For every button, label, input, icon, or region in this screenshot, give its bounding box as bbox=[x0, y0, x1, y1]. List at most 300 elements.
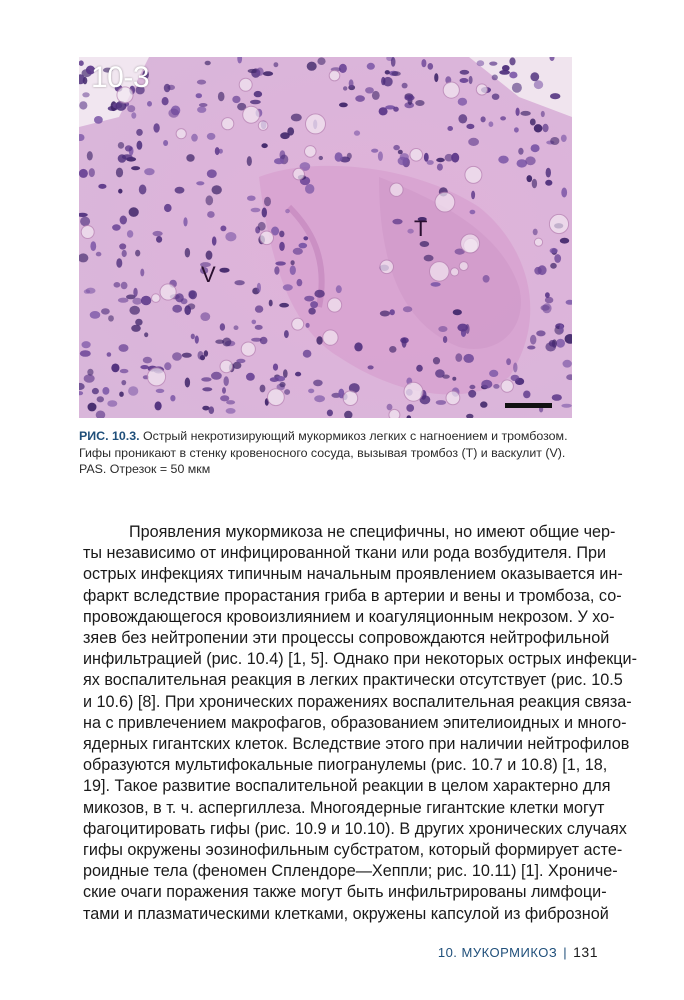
text-line: провождающегося кровоизлиянием и коагуляционным некрозом. У хо- bbox=[83, 607, 615, 626]
cell-nucleus bbox=[118, 142, 124, 149]
cell-nucleus bbox=[87, 369, 93, 376]
cell-nucleus bbox=[343, 86, 347, 90]
vacuole bbox=[293, 168, 305, 180]
vacuole bbox=[435, 192, 455, 212]
cell-nucleus bbox=[129, 306, 140, 315]
cell-nucleus bbox=[207, 133, 216, 140]
cell-nucleus bbox=[308, 308, 315, 315]
cell-nucleus bbox=[119, 344, 129, 352]
cell-nucleus bbox=[458, 114, 467, 123]
vasculitis-marker: V bbox=[201, 262, 216, 287]
cell-nucleus bbox=[379, 107, 388, 115]
cell-nucleus bbox=[82, 92, 89, 97]
cell-nucleus bbox=[512, 83, 522, 93]
cell-nucleus bbox=[114, 282, 121, 288]
cell-nucleus bbox=[172, 305, 182, 313]
cell-nucleus bbox=[393, 145, 400, 150]
vacuole bbox=[501, 380, 513, 392]
chapter-title: 10. МУКОРМИКОЗ bbox=[437, 945, 558, 960]
cell-nucleus bbox=[162, 97, 169, 105]
cell-nucleus bbox=[116, 258, 122, 268]
cell-nucleus bbox=[112, 224, 121, 230]
cell-nucleus bbox=[206, 251, 213, 260]
cell-nucleus bbox=[185, 378, 190, 388]
cell-nucleus bbox=[387, 404, 393, 411]
cell-nucleus bbox=[561, 404, 571, 408]
cell-nucleus bbox=[516, 108, 520, 116]
cell-nucleus bbox=[94, 116, 103, 124]
cell-nucleus bbox=[98, 184, 106, 189]
cell-nucleus bbox=[518, 148, 523, 155]
cell-nucleus bbox=[457, 324, 468, 332]
cell-nucleus bbox=[431, 282, 441, 287]
cell-nucleus bbox=[264, 197, 271, 207]
cell-nucleus bbox=[197, 107, 206, 113]
cell-nucleus bbox=[140, 269, 144, 277]
cell-nucleus bbox=[256, 68, 263, 76]
vacuole bbox=[389, 409, 400, 418]
cell-nucleus bbox=[212, 185, 222, 194]
cell-nucleus bbox=[222, 338, 231, 347]
cell-nucleus bbox=[561, 188, 567, 198]
cell-nucleus bbox=[80, 217, 90, 227]
cell-nucleus bbox=[447, 126, 453, 131]
cell-nucleus bbox=[135, 250, 140, 257]
cell-nucleus bbox=[550, 263, 557, 269]
cell-nucleus bbox=[463, 354, 474, 363]
cell-nucleus bbox=[189, 290, 197, 299]
page-footer bbox=[0, 944, 598, 960]
cell-nucleus bbox=[514, 127, 519, 132]
cell-nucleus bbox=[172, 352, 182, 361]
cell-nucleus bbox=[367, 63, 375, 70]
scale-bar bbox=[505, 403, 552, 408]
cell-nucleus bbox=[196, 181, 204, 185]
cell-nucleus bbox=[402, 83, 408, 89]
cell-nucleus bbox=[107, 400, 117, 407]
cell-nucleus bbox=[365, 87, 374, 93]
cell-nucleus bbox=[220, 226, 226, 232]
cell-nucleus bbox=[131, 112, 136, 118]
vacuole bbox=[292, 318, 304, 330]
cell-nucleus bbox=[116, 168, 123, 178]
cell-nucleus bbox=[201, 377, 211, 381]
cell-nucleus bbox=[255, 305, 263, 312]
cell-nucleus bbox=[415, 100, 424, 106]
vacuole bbox=[147, 368, 165, 386]
histology-image bbox=[79, 57, 572, 418]
cell-nucleus bbox=[451, 153, 459, 163]
cell-nucleus bbox=[305, 184, 314, 194]
cell-nucleus bbox=[314, 290, 324, 298]
cell-nucleus bbox=[207, 211, 215, 218]
text-line: инфильтрацией (рис. 10.4) [1, 5]. Однако при некоторых острых инфекци- bbox=[83, 650, 637, 669]
cell-nucleus bbox=[191, 134, 198, 142]
cell-nucleus bbox=[492, 94, 500, 100]
cell-nucleus bbox=[202, 406, 209, 411]
vacuole bbox=[549, 214, 568, 233]
cell-nucleus bbox=[354, 342, 362, 351]
cell-nucleus bbox=[186, 154, 194, 162]
vacuole bbox=[451, 268, 459, 276]
vacuole bbox=[461, 234, 480, 253]
cell-nucleus bbox=[434, 73, 438, 82]
cell-nucleus bbox=[196, 93, 202, 98]
cell-nucleus bbox=[368, 365, 374, 369]
cell-nucleus bbox=[191, 334, 195, 340]
cell-nucleus bbox=[118, 298, 129, 303]
cell-nucleus bbox=[291, 114, 302, 122]
cell-nucleus bbox=[246, 373, 255, 381]
text-line: ях воспалительная реакция в легких практически отсутствует (рис. 10.5 bbox=[83, 671, 623, 690]
cell-nucleus bbox=[545, 297, 553, 304]
cell-nucleus bbox=[250, 100, 261, 105]
cell-nucleus bbox=[480, 401, 487, 407]
cell-nucleus bbox=[204, 350, 208, 356]
cell-nucleus bbox=[119, 243, 126, 249]
cell-nucleus bbox=[197, 80, 206, 85]
cell-nucleus bbox=[119, 392, 124, 397]
cell-nucleus bbox=[153, 123, 159, 132]
cell-nucleus bbox=[274, 62, 279, 67]
vacuole bbox=[160, 284, 176, 300]
cell-nucleus bbox=[523, 391, 530, 399]
cell-nucleus bbox=[198, 351, 204, 360]
cell-nucleus bbox=[144, 168, 154, 175]
cell-nucleus bbox=[545, 342, 556, 351]
cell-nucleus bbox=[303, 350, 312, 358]
cell-nucleus bbox=[164, 362, 171, 370]
cell-nucleus bbox=[207, 169, 217, 178]
cell-nucleus bbox=[218, 92, 225, 101]
cell-nucleus bbox=[170, 395, 175, 401]
text-line: роидные тела (феномен Сплендоре—Хеппли; рис. 10.11) [1]. Хрониче- bbox=[83, 862, 618, 881]
cell-nucleus bbox=[372, 91, 380, 100]
cell-nucleus bbox=[550, 93, 560, 99]
cell-nucleus bbox=[400, 153, 409, 161]
cell-nucleus bbox=[283, 369, 288, 378]
caption-text: Острый некротизирующий мукормикоз легких с нагноением и тромбозом. Гифы проникают в стенку кровеносного сосуда, вызывая тромбоз (Т) и васкулит (V). PAS. Отрезок = 50 мкм bbox=[79, 429, 568, 476]
cell-nucleus bbox=[542, 124, 548, 132]
cell-nucleus bbox=[202, 387, 212, 391]
cell-nucleus bbox=[536, 330, 545, 336]
cell-nucleus bbox=[168, 109, 179, 118]
cell-nucleus bbox=[371, 149, 378, 153]
cell-nucleus bbox=[262, 208, 267, 218]
cell-nucleus bbox=[274, 266, 279, 275]
cell-nucleus bbox=[314, 395, 325, 402]
cell-nucleus bbox=[525, 156, 535, 165]
cell-nucleus bbox=[307, 62, 317, 71]
cell-nucleus bbox=[552, 394, 562, 401]
cell-nucleus bbox=[206, 195, 214, 205]
vacuole bbox=[343, 391, 358, 406]
cell-nucleus bbox=[108, 315, 114, 321]
cell-nucleus bbox=[402, 338, 407, 348]
cell-nucleus bbox=[226, 408, 236, 414]
cell-nucleus bbox=[163, 140, 168, 146]
cell-nucleus bbox=[131, 166, 140, 170]
cell-nucleus bbox=[349, 79, 354, 87]
vacuole bbox=[239, 78, 252, 91]
cell-nucleus bbox=[489, 121, 494, 127]
vacuole bbox=[476, 84, 487, 95]
cell-nucleus bbox=[520, 111, 530, 116]
text-line: гифы окружены эозинофильным субстратом, который формирует асте- bbox=[83, 841, 623, 860]
cell-nucleus bbox=[224, 376, 229, 386]
cell-nucleus bbox=[279, 303, 289, 308]
cell-nucleus bbox=[469, 76, 473, 84]
cell-nucleus bbox=[308, 389, 314, 394]
cell-nucleus bbox=[546, 168, 551, 178]
text-line: и 10.6) [8]. При хронических поражениях воспалительная реакция связа- bbox=[83, 692, 632, 711]
cell-nucleus bbox=[135, 319, 142, 326]
cell-nucleus bbox=[121, 282, 128, 289]
cell-nucleus bbox=[453, 309, 462, 315]
cell-nucleus bbox=[273, 364, 278, 371]
cell-nucleus bbox=[468, 138, 479, 146]
cell-nucleus bbox=[175, 187, 185, 194]
vacuole bbox=[176, 129, 186, 139]
cell-nucleus bbox=[390, 309, 395, 315]
cell-nucleus bbox=[500, 116, 506, 120]
cell-nucleus bbox=[389, 346, 396, 353]
cell-nucleus bbox=[87, 151, 93, 160]
vacuole bbox=[241, 342, 255, 356]
cell-nucleus bbox=[107, 352, 112, 357]
cell-nucleus bbox=[199, 103, 208, 107]
vacuole bbox=[220, 360, 233, 373]
cell-nucleus bbox=[279, 242, 285, 251]
cell-nucleus bbox=[86, 288, 96, 294]
cell-nucleus bbox=[200, 312, 210, 321]
cell-nucleus bbox=[80, 350, 91, 357]
cell-nucleus bbox=[477, 60, 485, 66]
cell-nucleus bbox=[291, 260, 295, 265]
cell-nucleus bbox=[234, 280, 244, 285]
cell-nucleus bbox=[283, 284, 293, 290]
cell-nucleus bbox=[466, 124, 474, 129]
cell-nucleus bbox=[155, 401, 162, 410]
cell-nucleus bbox=[175, 293, 184, 302]
cell-nucleus bbox=[156, 389, 165, 393]
thrombus-marker: T bbox=[414, 216, 428, 241]
cell-nucleus bbox=[513, 363, 517, 373]
cell-nucleus bbox=[436, 158, 445, 162]
cell-nucleus bbox=[222, 387, 226, 394]
vacuole bbox=[329, 70, 340, 81]
cell-nucleus bbox=[118, 189, 122, 194]
cell-nucleus bbox=[534, 124, 543, 132]
cell-nucleus bbox=[530, 72, 539, 81]
cell-nucleus bbox=[406, 404, 414, 412]
cell-nucleus bbox=[421, 59, 426, 67]
cell-nucleus bbox=[144, 332, 148, 337]
cell-nucleus bbox=[251, 208, 261, 213]
cell-nucleus bbox=[428, 63, 434, 70]
cell-nucleus bbox=[560, 238, 569, 244]
cell-nucleus bbox=[433, 357, 440, 364]
figure-number-label: 10-3 bbox=[91, 61, 150, 94]
vacuole bbox=[465, 166, 482, 183]
cell-nucleus bbox=[164, 84, 171, 93]
cell-nucleus bbox=[260, 385, 266, 393]
cell-nucleus bbox=[247, 196, 256, 201]
cell-nucleus bbox=[511, 375, 520, 381]
cell-nucleus bbox=[541, 111, 545, 117]
cell-nucleus bbox=[468, 390, 476, 398]
cell-nucleus bbox=[455, 353, 462, 362]
cell-nucleus bbox=[79, 169, 88, 178]
cell-nucleus bbox=[489, 370, 498, 377]
cell-nucleus bbox=[327, 410, 333, 417]
cell-nucleus bbox=[182, 353, 192, 358]
text-line: микозов, в т. ч. аспергиллеза. Многоядерные гигантские клетки могут bbox=[83, 798, 605, 817]
cell-nucleus bbox=[542, 303, 551, 313]
cell-nucleus bbox=[317, 57, 325, 65]
cell-nucleus bbox=[290, 265, 296, 275]
cell-nucleus bbox=[489, 62, 497, 66]
cell-nucleus bbox=[313, 380, 323, 387]
cell-nucleus bbox=[509, 57, 515, 65]
cell-nucleus bbox=[258, 222, 266, 231]
cell-nucleus bbox=[483, 275, 490, 283]
cell-nucleus bbox=[335, 152, 343, 162]
cell-nucleus bbox=[96, 252, 102, 257]
cell-nucleus bbox=[285, 209, 290, 213]
cell-nucleus bbox=[255, 325, 263, 330]
cell-nucleus bbox=[279, 231, 284, 238]
cell-nucleus bbox=[111, 364, 119, 373]
text-line: фаркт вследствие прорастания гриба в артерии и вены и тромбоза, со- bbox=[83, 586, 622, 605]
vacuole bbox=[243, 106, 260, 123]
cell-nucleus bbox=[127, 230, 133, 238]
text-line: Проявления мукормикоза не специфичны, но имеют общие чер- bbox=[129, 523, 616, 541]
cell-nucleus bbox=[355, 95, 365, 102]
cell-nucleus bbox=[481, 116, 486, 122]
cell-nucleus bbox=[215, 147, 220, 155]
cell-nucleus bbox=[293, 248, 303, 255]
cell-nucleus bbox=[424, 153, 429, 162]
cell-nucleus bbox=[391, 71, 400, 76]
cell-nucleus bbox=[101, 308, 110, 314]
cell-nucleus bbox=[506, 358, 511, 365]
vacuole bbox=[306, 114, 326, 134]
cell-nucleus bbox=[252, 320, 257, 325]
cell-nucleus bbox=[132, 298, 142, 305]
cell-nucleus bbox=[493, 384, 499, 389]
cell-nucleus bbox=[219, 268, 229, 273]
cell-nucleus bbox=[534, 267, 541, 275]
cell-nucleus bbox=[310, 301, 318, 308]
cell-nucleus bbox=[471, 191, 475, 200]
cell-nucleus bbox=[435, 369, 445, 378]
cell-nucleus bbox=[416, 365, 423, 372]
vacuole bbox=[390, 183, 403, 196]
cell-nucleus bbox=[492, 75, 498, 81]
cell-nucleus bbox=[205, 61, 211, 66]
vacuole bbox=[404, 382, 423, 401]
cell-nucleus bbox=[530, 335, 536, 345]
cell-nucleus bbox=[550, 137, 559, 145]
text-line: ядерных гигантских клеток. Вследствие этого при наличии нейтрофилов bbox=[83, 735, 630, 754]
caption-prefix: РИС. 10.3. bbox=[79, 429, 140, 443]
cell-nucleus bbox=[127, 105, 135, 112]
cell-nucleus bbox=[275, 261, 286, 265]
cell-nucleus bbox=[306, 323, 310, 328]
cell-nucleus bbox=[481, 380, 492, 389]
vacuole bbox=[268, 389, 285, 406]
cell-nucleus bbox=[407, 229, 413, 234]
text-line: фагоцитировать гифы (рис. 10.9 и 10.10). В других хронических случаях bbox=[83, 819, 627, 838]
cell-nucleus bbox=[530, 119, 536, 126]
cell-nucleus bbox=[125, 145, 132, 151]
cell-nucleus bbox=[527, 346, 535, 350]
page-number: 131 bbox=[573, 944, 598, 960]
vacuole bbox=[380, 260, 394, 274]
text-line: зяев без нейтропении эти процессы сопровождаются нейтрофильной bbox=[83, 629, 610, 648]
cell-nucleus bbox=[545, 180, 552, 186]
cell-nucleus bbox=[458, 98, 467, 106]
cell-nucleus bbox=[254, 91, 262, 97]
cell-nucleus bbox=[279, 382, 285, 387]
cell-nucleus bbox=[247, 156, 252, 166]
cell-nucleus bbox=[336, 285, 342, 293]
cell-nucleus bbox=[220, 323, 225, 331]
cell-nucleus bbox=[380, 311, 390, 317]
text-line: ские очаги поражения также могут быть инфильтрированы лимфоци- bbox=[83, 883, 607, 902]
cell-nucleus bbox=[232, 96, 240, 103]
cell-nucleus bbox=[97, 396, 104, 402]
cell-nucleus bbox=[284, 330, 289, 338]
cell-nucleus bbox=[270, 377, 279, 382]
cell-nucleus bbox=[532, 179, 537, 189]
cell-nucleus bbox=[136, 129, 143, 136]
cell-nucleus bbox=[269, 300, 273, 307]
cell-nucleus bbox=[295, 372, 301, 377]
cell-nucleus bbox=[212, 236, 217, 245]
cell-nucleus bbox=[156, 236, 162, 243]
cell-nucleus bbox=[226, 400, 235, 404]
cell-nucleus bbox=[550, 248, 558, 254]
text-line: острых инфекциях типичным начальным проявлением оказывается ин- bbox=[83, 565, 623, 584]
footer-separator: | bbox=[563, 945, 568, 960]
cell-nucleus bbox=[82, 341, 91, 348]
cell-nucleus bbox=[299, 243, 308, 249]
cell-nucleus bbox=[140, 365, 148, 369]
cell-nucleus bbox=[436, 400, 446, 405]
cell-nucleus bbox=[304, 296, 314, 302]
cell-nucleus bbox=[319, 156, 323, 160]
cell-nucleus bbox=[122, 250, 127, 257]
vacuole bbox=[81, 226, 94, 239]
vacuole bbox=[305, 146, 317, 158]
cell-nucleus bbox=[424, 255, 434, 262]
cell-nucleus bbox=[460, 70, 470, 75]
cell-nucleus bbox=[561, 135, 567, 142]
vacuole bbox=[410, 149, 423, 162]
cell-nucleus bbox=[90, 241, 96, 251]
cell-nucleus bbox=[92, 388, 99, 394]
cell-nucleus bbox=[287, 127, 294, 135]
cell-nucleus bbox=[460, 78, 469, 83]
cell-nucleus bbox=[509, 72, 517, 79]
cell-nucleus bbox=[556, 339, 565, 348]
cell-nucleus bbox=[502, 65, 510, 71]
cell-nucleus bbox=[133, 288, 137, 297]
cell-nucleus bbox=[118, 154, 127, 163]
cell-nucleus bbox=[261, 143, 267, 148]
